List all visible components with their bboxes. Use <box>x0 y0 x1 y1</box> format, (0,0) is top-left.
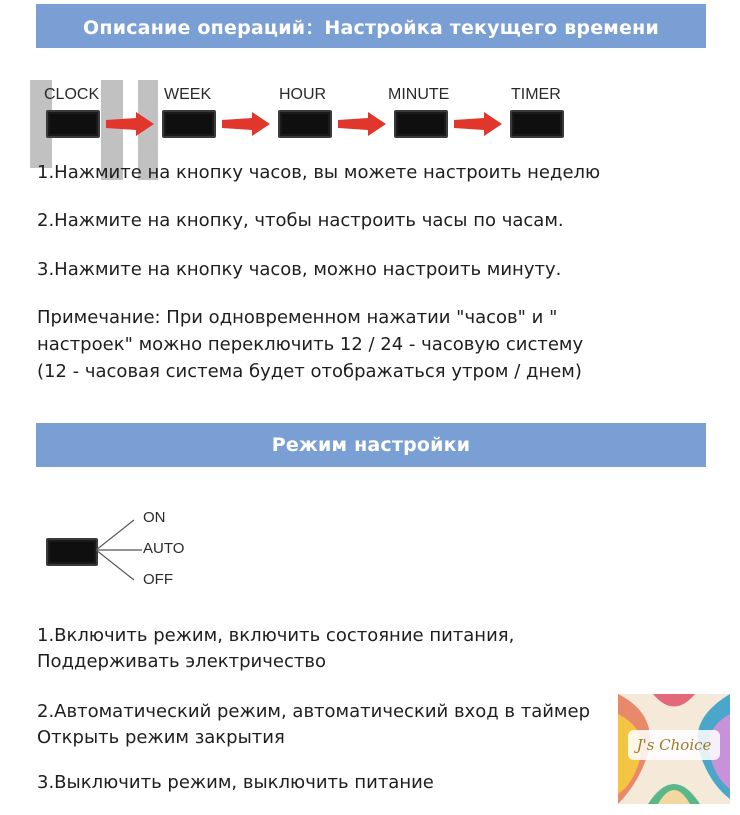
instruction-1: 1.Нажмите на кнопку часов, вы можете настроить неделю <box>37 162 601 183</box>
minute-button <box>394 110 448 138</box>
switch-option-off: OFF <box>143 571 173 588</box>
brand-logo <box>618 694 730 804</box>
arrow-right-icon <box>104 110 156 138</box>
instruction-3: 3.Нажмите на кнопку часов, можно настроить минуту. <box>37 259 562 280</box>
timer-button <box>510 110 564 138</box>
switch-option-on: ON <box>143 509 166 526</box>
switch-connector-lines <box>96 516 144 586</box>
arrow-right-icon <box>452 110 504 138</box>
section-title: Описание операций：Настройка текущего времени <box>83 16 659 39</box>
step-label-week: WEEK <box>164 86 212 103</box>
note-line-2: настроек" можно переключить 12 / 24 - часовую систему <box>37 334 584 355</box>
clock-button <box>46 110 100 138</box>
step-label-clock: CLOCK <box>44 86 100 103</box>
arrow-right-icon <box>336 110 388 138</box>
mode-item-1-line-1: 1.Включить режим, включить состояние питания, <box>37 625 515 646</box>
mode-item-3: 3.Выключить режим, выключить питание <box>37 772 434 793</box>
switch-option-auto: AUTO <box>143 540 185 557</box>
note-line-3: (12 - часовая система будет отображаться утром / днем) <box>37 361 582 382</box>
step-label-hour: HOUR <box>279 86 327 103</box>
arrow-right-icon <box>220 110 272 138</box>
instruction-2: 2.Нажмите на кнопку, чтобы настроить часы по часам. <box>37 210 564 231</box>
section-header-setting-mode <box>36 423 706 467</box>
step-label-timer: TIMER <box>511 86 561 103</box>
hour-button <box>278 110 332 138</box>
mode-item-1-line-2: Поддерживать электричество <box>37 651 326 672</box>
section-header-time-setting <box>36 4 706 48</box>
logo-text: J's Choice <box>636 736 712 754</box>
mode-item-2-line-1: 2.Автоматический режим, автоматический вход в таймер <box>37 701 591 722</box>
week-button <box>162 110 216 138</box>
mode-switch <box>46 538 98 566</box>
mode-item-2-line-2: Открыть режим закрытия <box>37 727 285 748</box>
step-label-minute: MINUTE <box>388 86 450 103</box>
note-line-1: Примечание: При одновременном нажатии "часов" и " <box>37 307 558 328</box>
section-title: Режим настройки <box>271 434 471 456</box>
